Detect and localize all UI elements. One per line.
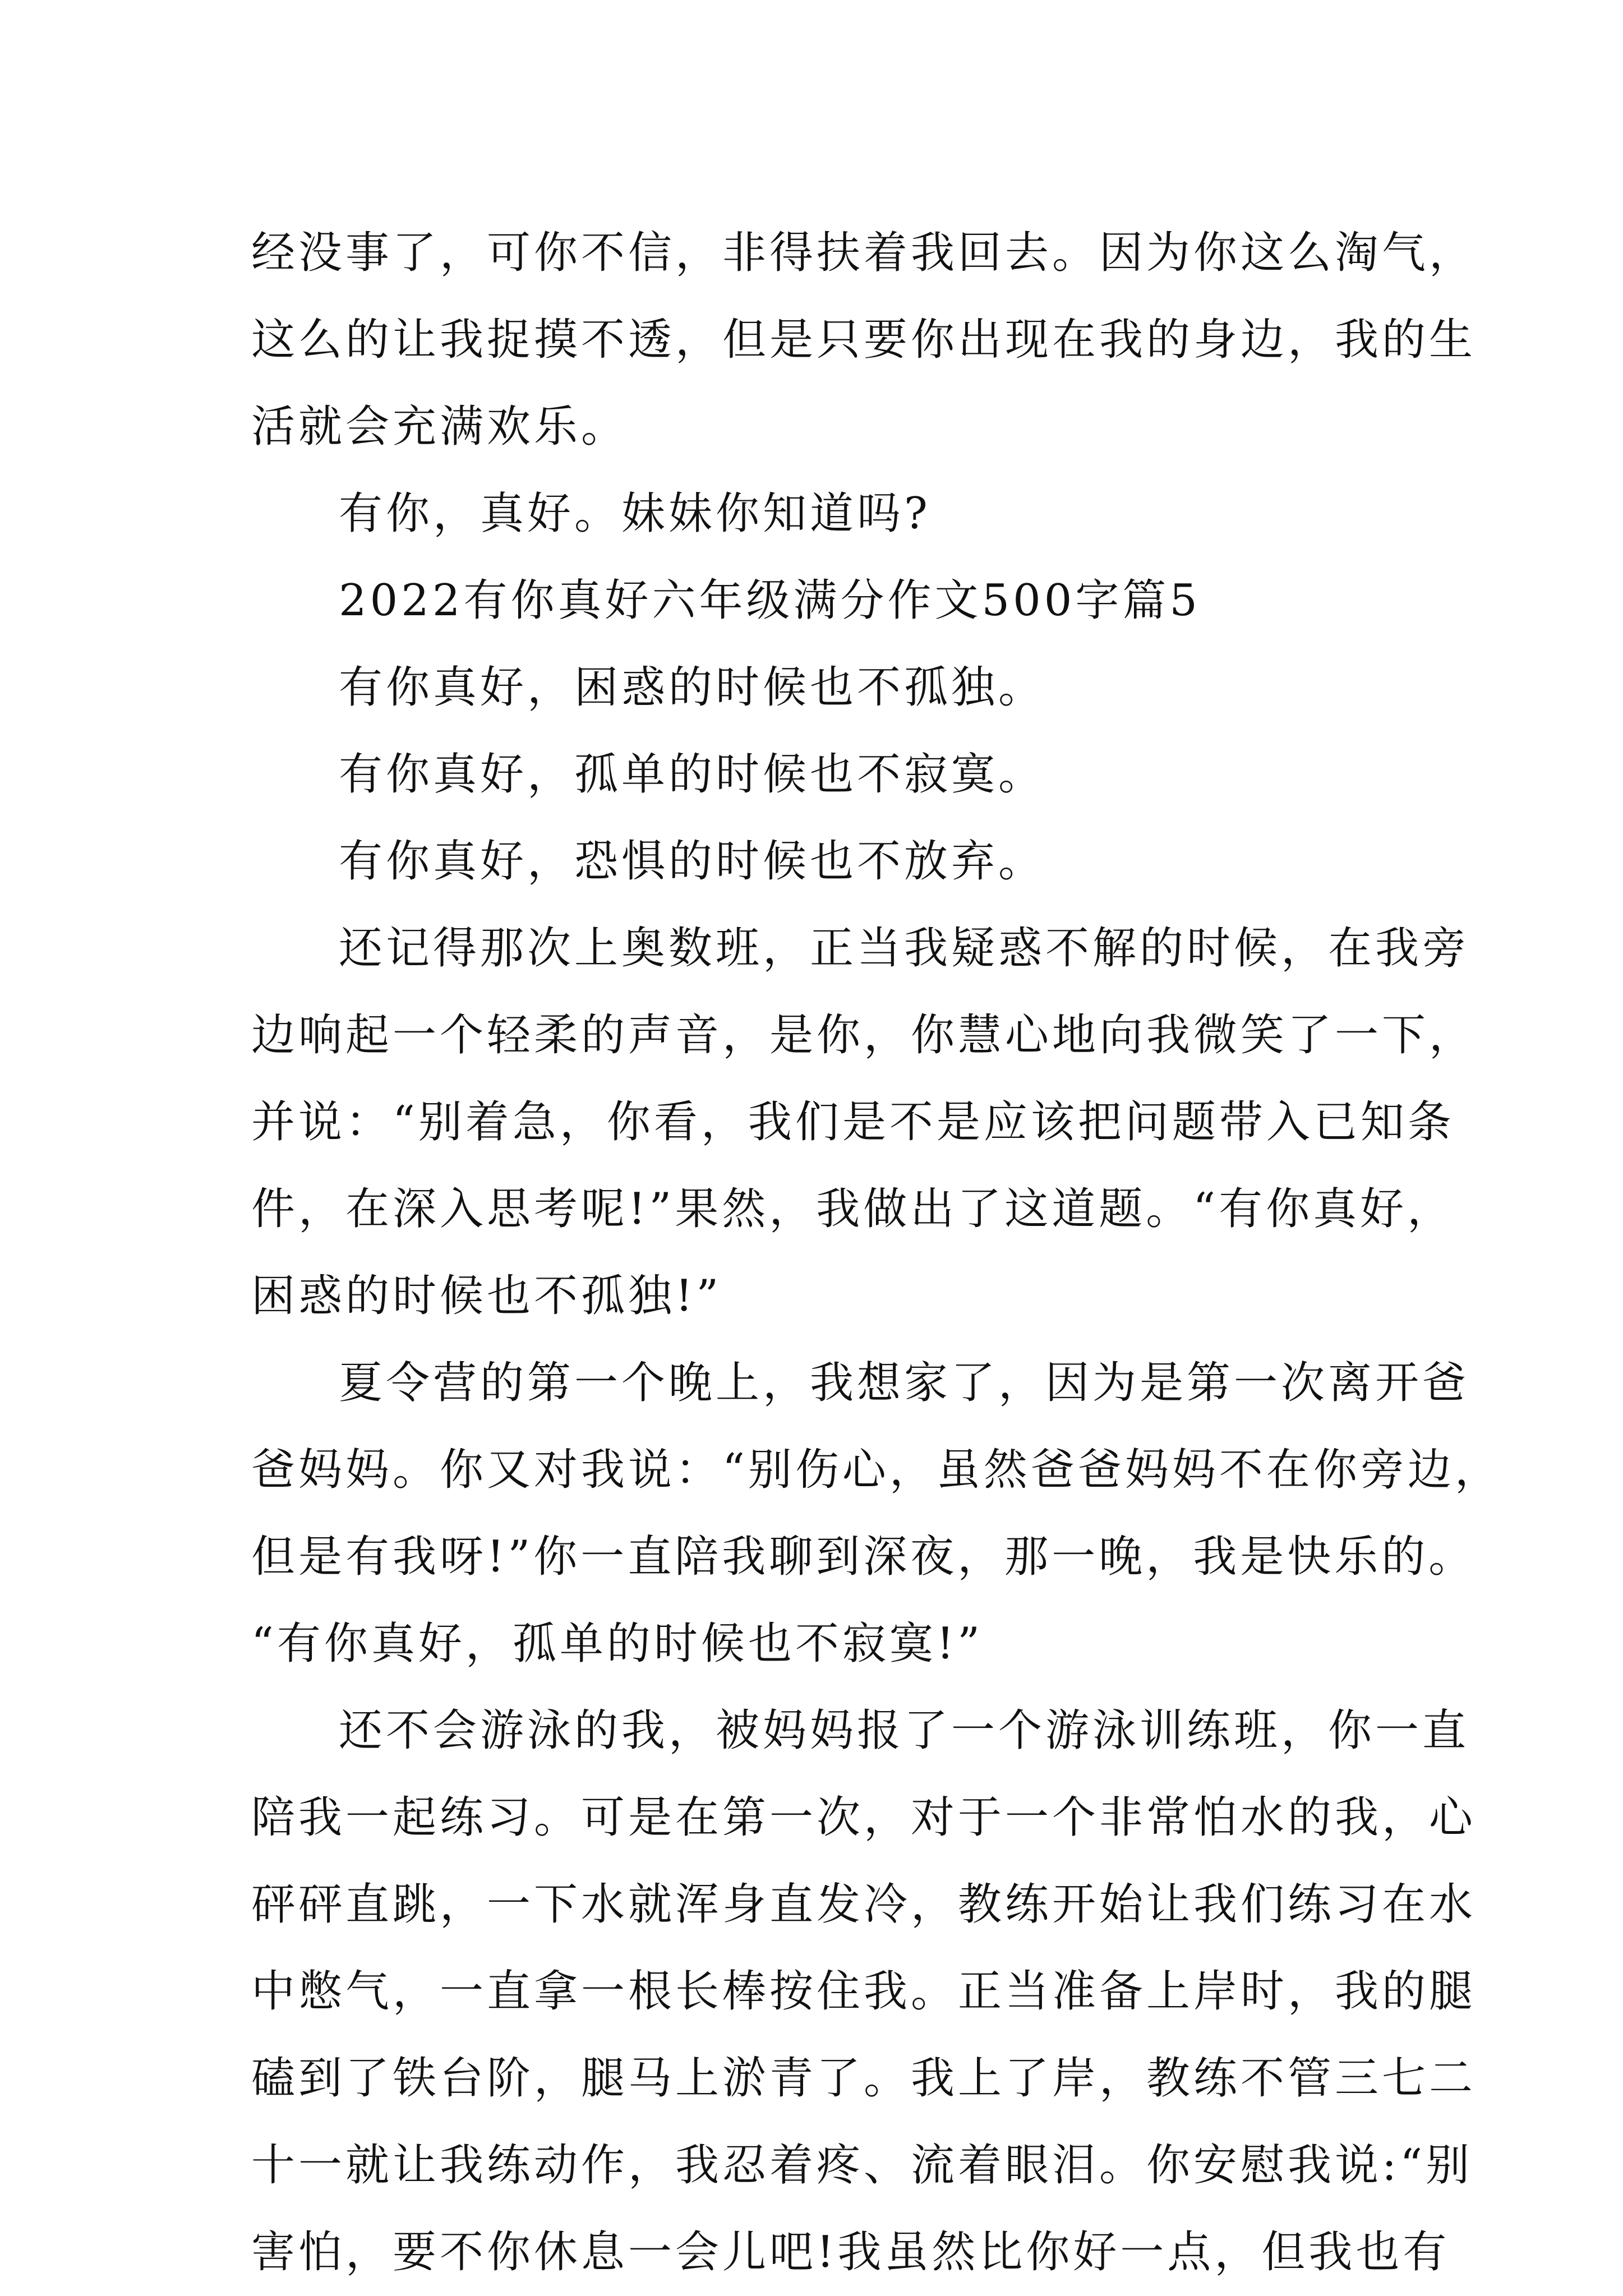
- text-line: 爸妈妈。你又对我说：“别伤心，虽然爸爸妈妈不在你旁边，: [251, 1445, 1502, 1495]
- text-line: 磕到了铁台阶，腿马上淤青了。我上了岸，教练不管三七二: [251, 2053, 1477, 2104]
- text-line: 2022有你真好六年级满分作文500字篇5: [339, 575, 1201, 626]
- text-line: 十一就让我练动作，我忍着疼、流着眼泪。你安慰我说:“别: [251, 2140, 1473, 2191]
- text-line: 有你真好，困惑的时候也不孤独。: [339, 662, 1046, 713]
- text-line: 害怕，要不你休息一会儿吧!我虽然比你好一点，但我也有: [251, 2227, 1450, 2277]
- text-line: 这么的让我捉摸不透，但是只要你出现在我的身边，我的生: [251, 315, 1477, 365]
- text-line: 夏令营的第一个晚上，我想家了，因为是第一次离开爸: [339, 1358, 1470, 1408]
- text-line: 边响起一个轻柔的声音，是你，你慧心地向我微笑了一下，: [251, 1010, 1477, 1061]
- text-line: 困惑的时候也不孤独!”: [251, 1271, 722, 1321]
- text-line: 有你真好，孤单的时候也不寂寞。: [339, 749, 1046, 800]
- text-line: 还不会游泳的我，被妈妈报了一个游泳训练班，你一直: [339, 1705, 1470, 1756]
- text-line: 有你真好，恐惧的时候也不放弃。: [339, 836, 1046, 887]
- text-line: 陪我一起练习。可是在第一次，对于一个非常怕水的我，心: [251, 1792, 1477, 1843]
- text-line: 但是有我呀!”你一直陪我聊到深夜，那一晚，我是快乐的。: [251, 1532, 1476, 1582]
- text-line: 件，在深入思考呢!”果然，我做出了这道题。“有你真好，: [251, 1184, 1455, 1234]
- text-line: “有你真好，孤单的时候也不寂寞!”: [251, 1619, 984, 1669]
- text-line: 活就会充满欢乐。: [251, 402, 629, 452]
- text-line: 中憋气，一直拿一根长棒按住我。正当准备上岸时，我的腿: [251, 1966, 1477, 2017]
- text-line: 还记得那次上奥数班，正当我疑惑不解的时候，在我旁: [339, 923, 1470, 974]
- text-line: 并说：“别着急，你看，我们是不是应该把问题带入已知条: [251, 1097, 1455, 1147]
- body-text: [251, 210, 1502, 2296]
- text-line: 有你，真好。妹妹你知道吗?: [339, 488, 931, 539]
- text-line: 经没事了，可你不信，非得扶着我回去。因为你这么淘气，: [251, 228, 1477, 278]
- text-line: 砰砰直跳，一下水就浑身直发冷，教练开始让我们练习在水: [251, 1879, 1477, 1930]
